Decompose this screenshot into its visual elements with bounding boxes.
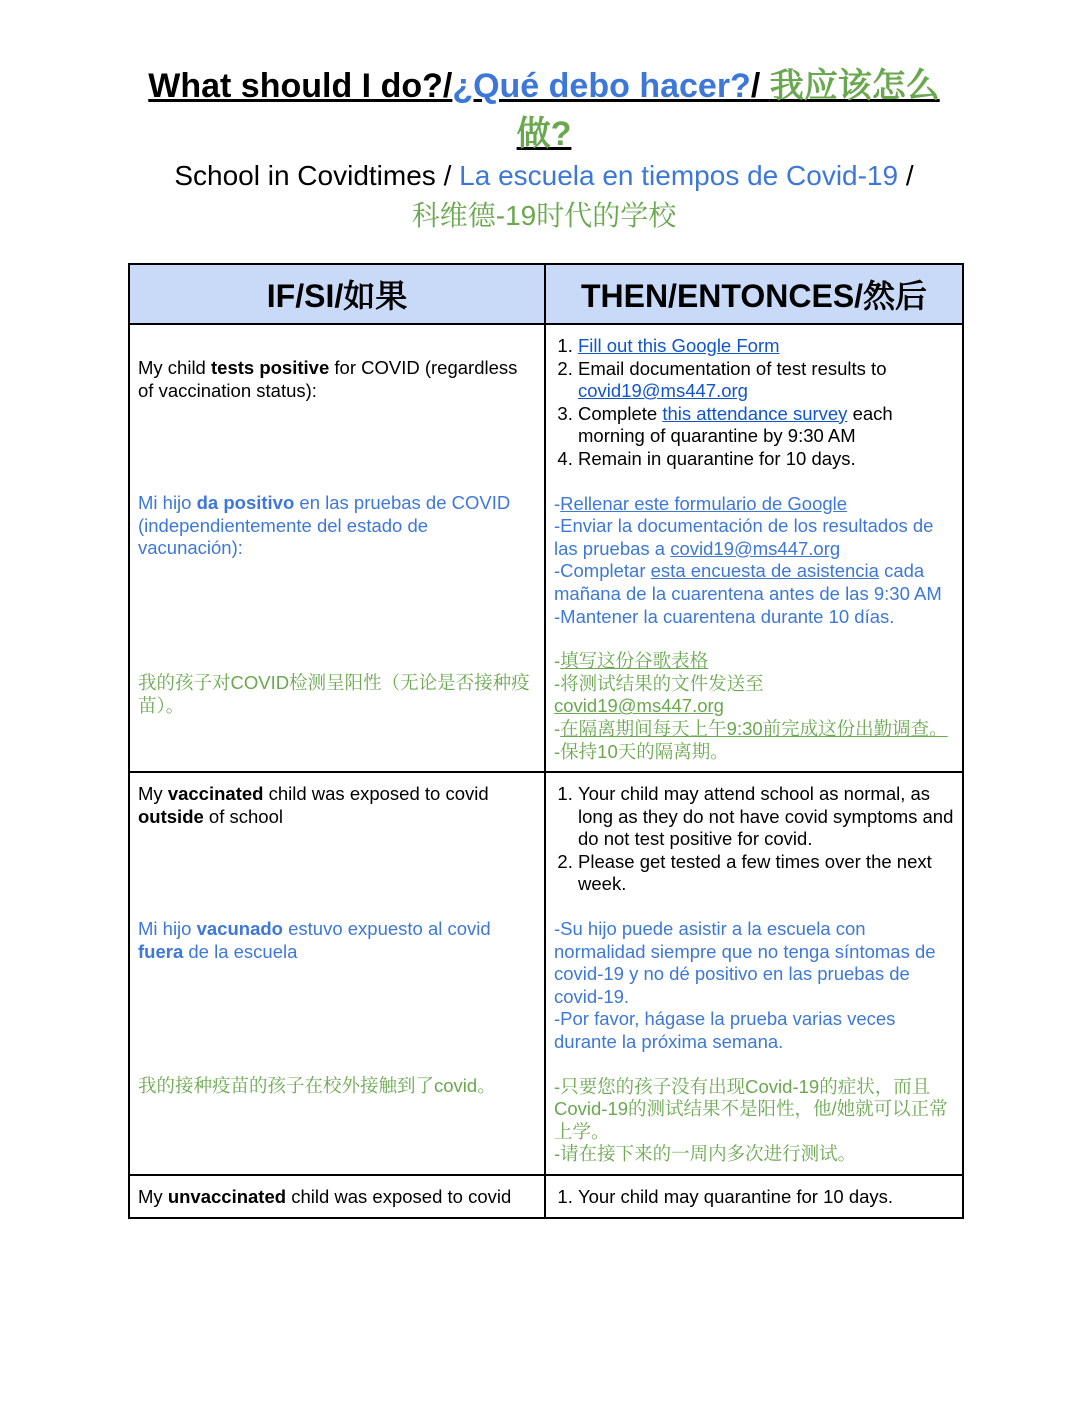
list-item: 4. Remain in quarantine for 10 days. — [578, 448, 954, 471]
page-subtitle — [128, 156, 960, 236]
then-steps-english — [554, 1186, 954, 1209]
if-text-english: My child tests positive for COVID (regardless of vaccination status): — [138, 357, 518, 401]
if-text-english: My vaccinated child was exposed to covid outside of school — [138, 783, 489, 827]
list-item: 1. Your child may quarantine for 10 days. — [578, 1186, 954, 1209]
if-cell — [129, 772, 545, 1175]
list-item: 2. Email documentation of test results to covid19@ms447.org — [578, 358, 954, 403]
then-cell — [545, 1175, 963, 1218]
title-chinese: 我应该怎么做? — [516, 67, 940, 153]
google-form-link[interactable]: Fill out this Google Form — [578, 335, 780, 356]
column-header-if: IF/SI/如果 — [129, 264, 545, 324]
then-cell — [545, 324, 963, 772]
then-text-spanish: -Su hijo puede asistir a la escuela con normalidad siempre que no tenga síntomas de covid-19 y no dé positivo en las pruebas de covid-19. -Por favor, hágase la prueba varias veces durante la próxima semana. — [554, 918, 936, 1053]
if-text-chinese: 我的接种疫苗的孩子在校外接触到了covid。 — [138, 1075, 496, 1097]
table-row — [129, 772, 963, 1175]
table-header-row — [129, 264, 963, 324]
list-item: 3. Complete this attendance survey each morning of quarantine by 9:30 AM — [578, 403, 954, 448]
attendance-survey-link[interactable]: this attendance survey — [662, 402, 848, 424]
if-text-spanish: Mi hijo da positivo en las pruebas de COVID (independientemente del estado de vacunación): — [138, 492, 511, 559]
if-cell — [129, 324, 545, 772]
page-title — [128, 62, 960, 158]
then-steps-english — [554, 335, 954, 471]
table-row — [129, 1175, 963, 1218]
email-link-zh[interactable]: covid19@ms447.org — [554, 695, 724, 717]
if-text-spanish: Mi hijo vacunado estuvo expuesto al covid fuera de la escuela — [138, 918, 491, 962]
subtitle-chinese: 科维德-19时代的学校 — [411, 200, 677, 231]
email-link-es[interactable]: covid19@ms447.org — [670, 537, 841, 559]
if-text-chinese: 我的孩子对COVID检测呈阳性（无论是否接种疫苗）。 — [138, 671, 530, 716]
attendance-survey-link-zh[interactable]: 在隔离期间每天上午9:30前完成这份出勤调查。 — [560, 717, 948, 739]
subtitle-english: School in Covidtimes / — [174, 160, 460, 191]
google-form-link-zh[interactable]: 填写这份谷歌表格 — [560, 650, 709, 672]
subtitle-spanish: La escuela en tiempos de Covid-19 — [459, 160, 899, 191]
list-item: 1. Your child may attend school as normal, as long as they do not have covid symptoms and do not test positive for covid. — [578, 783, 954, 851]
subtitle-separator: / — [898, 160, 914, 191]
title-separator: / — [750, 67, 770, 105]
column-header-then: THEN/ENTONCES/然后 — [545, 264, 963, 324]
email-link[interactable]: covid19@ms447.org — [578, 380, 748, 402]
title-spanish: ¿Qué debo hacer? — [452, 67, 751, 105]
if-cell — [129, 1175, 545, 1218]
then-text-chinese: -只要您的孩子没有出现Covid-19的症状，而且Covid-19的测试结果不是阳性，他/她就可以正常上学。 -请在接下来的一周内多次进行测试。 — [554, 1075, 948, 1165]
then-text-chinese: -填写这份谷歌表格 -将测试结果的文件发送至 covid19@ms447.org -在隔离期间每天上午9:30前完成这份出勤调查。 -保持10天的隔离期。 — [554, 650, 948, 762]
google-form-link-es[interactable]: Rellenar este formulario de Google — [560, 492, 848, 514]
title-english: What should I do?/ — [148, 67, 453, 105]
list-item — [578, 335, 954, 358]
attendance-survey-link-es[interactable]: esta encuesta de asistencia — [650, 560, 879, 582]
guidance-table — [128, 263, 964, 1219]
then-text-spanish: -Rellenar este formulario de Google -Enviar la documentación de los resultados de las pruebas a covid19@ms447.org -Completar esta encuesta de asistencia cada mañana de la cuarentena antes de las 9:30 AM -Mantener la cuarentena durante 10 días. — [554, 492, 942, 627]
then-cell — [545, 772, 963, 1175]
table-row — [129, 324, 963, 772]
if-text-english: My unvaccinated child was exposed to covid — [138, 1186, 512, 1207]
list-item: 2. Please get tested a few times over the next week. — [578, 851, 954, 896]
then-steps-english — [554, 783, 954, 896]
